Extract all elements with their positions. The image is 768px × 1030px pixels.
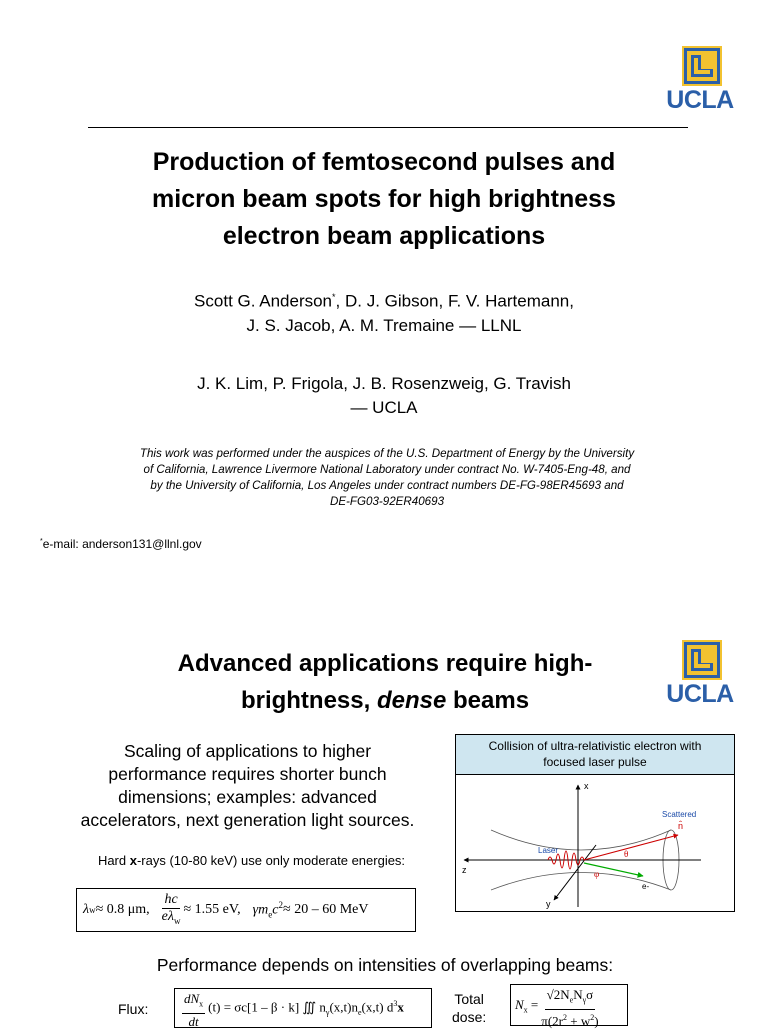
scaling-line: performance requires shorter bunch bbox=[108, 764, 387, 784]
authors-ucla bbox=[80, 372, 688, 420]
ack-line: by the University of California, Los Angeles under contract numbers DE-FG-98ER45693 and bbox=[150, 479, 624, 492]
slide2-title-line bbox=[100, 682, 670, 719]
ucla-logo-word: UCLA bbox=[666, 86, 734, 114]
theta-label: θ bbox=[624, 849, 629, 859]
title-divider bbox=[88, 127, 688, 128]
dose-fraction bbox=[541, 987, 598, 1029]
author-text: Scott G. Anderson bbox=[194, 291, 333, 311]
caption-line: Collision of ultra-relativistic electron with bbox=[488, 739, 702, 753]
eq-sup: 2 bbox=[563, 1012, 567, 1022]
author-footnote-mark: * bbox=[332, 292, 336, 302]
eq-fraction bbox=[162, 892, 181, 929]
dose-equation bbox=[510, 984, 628, 1026]
scaling-line: Scaling of applications to higher bbox=[123, 741, 372, 761]
eq-sub: w bbox=[173, 915, 181, 926]
flux-rhs bbox=[208, 991, 404, 1017]
authors-ucla-line: J. K. Lim, P. Frigola, J. B. Rosenzweig, G. Travish bbox=[197, 374, 571, 393]
hardx-text: -rays (10-80 keV) use only moderate energies: bbox=[136, 853, 406, 868]
eq-sub: e bbox=[268, 909, 273, 920]
electron-label: e- bbox=[642, 882, 650, 891]
eq-den-text: eλ bbox=[161, 908, 174, 924]
dose-denominator bbox=[541, 1010, 598, 1029]
eq-sup: 2 bbox=[278, 900, 284, 911]
dose-label-line: Total bbox=[454, 991, 484, 1007]
ucla-logo-word: UCLA bbox=[666, 680, 734, 708]
ucla-logo-mark-icon bbox=[682, 46, 722, 86]
scaling-line: accelerators, next generation light sources. bbox=[80, 810, 415, 830]
eq-text: (t) = σc[1 – β · k] ∭ n bbox=[208, 999, 326, 1015]
eq-text: √2N bbox=[546, 987, 570, 1002]
dose-numerator bbox=[545, 987, 596, 1010]
authors-llnl-line: J. S. Jacob, A. M. Tremaine — LLNL bbox=[246, 315, 522, 335]
eq-text: dN bbox=[184, 991, 200, 1006]
scaling-text bbox=[55, 740, 440, 832]
eq-sub: w bbox=[89, 905, 96, 915]
z-axis-label: z bbox=[462, 865, 467, 875]
eq-text: (x,t) d bbox=[361, 999, 394, 1015]
eq-lambda: λ bbox=[83, 902, 90, 917]
eq-sup: 3 bbox=[393, 999, 398, 1008]
eq-sup: 2 bbox=[590, 1012, 595, 1022]
eq-text: (x,t)n bbox=[329, 999, 358, 1015]
beam-envelope-top bbox=[491, 830, 671, 850]
slide1-title-line: Production of femtosecond pulses and bbox=[152, 148, 616, 176]
dose-lhs: $N_x$ = bbox=[515, 997, 539, 1015]
eq-text: N bbox=[573, 987, 583, 1002]
title-text: brightness, bbox=[240, 687, 377, 714]
performance-heading: Performance depends on intensities of overlapping beams: bbox=[156, 955, 614, 975]
eq-sub: e bbox=[569, 995, 574, 1005]
collision-diagram bbox=[456, 775, 734, 911]
eq-denominator bbox=[162, 909, 181, 929]
dose-label-line: dose: bbox=[452, 1009, 487, 1025]
eq-sub: γ bbox=[325, 1007, 330, 1017]
eq-sub: x bbox=[199, 999, 204, 1009]
total-dose-label bbox=[452, 990, 486, 1026]
title-emphasis: dense bbox=[376, 687, 447, 714]
collision-caption bbox=[456, 735, 734, 775]
n-hat-label: n̂ bbox=[678, 821, 684, 831]
ucla-logo-mark-icon bbox=[682, 640, 722, 680]
eq-text: ≈ 1.55 eV, bbox=[183, 902, 241, 917]
eq-gamma bbox=[253, 900, 283, 919]
email-text: e-mail: anderson131@llnl.gov bbox=[42, 537, 202, 551]
eq-text: ≈ 20 – 60 MeV bbox=[283, 902, 369, 917]
slide1-title-line: micron beam spots for high brightness bbox=[152, 185, 616, 213]
email-footnote-mark: * bbox=[40, 538, 43, 545]
flux-equation bbox=[174, 988, 432, 1028]
eq-text: π(2r bbox=[541, 1012, 563, 1028]
author-text: , D. J. Gibson, F. V. Hartemann, bbox=[335, 291, 574, 311]
authors-llnl bbox=[80, 285, 688, 338]
slide2-title-line: Advanced applications require high- bbox=[177, 650, 593, 677]
ack-line: of California, Lawrence Livermore National Laboratory under contract No. W-7405-Eng-48, and bbox=[143, 463, 631, 476]
acknowledgement bbox=[92, 446, 682, 510]
flux-denominator: dt bbox=[188, 1013, 199, 1029]
scaling-line: dimensions; examples: advanced bbox=[118, 787, 377, 807]
hardx-bold: x bbox=[129, 853, 137, 868]
slide2-title bbox=[100, 645, 670, 719]
energy-equation bbox=[76, 888, 416, 932]
eq-text: x bbox=[397, 999, 404, 1015]
slide1-title-line: electron beam applications bbox=[222, 222, 546, 250]
eq-text: c bbox=[272, 902, 279, 918]
authors-ucla-line: — UCLA bbox=[350, 398, 418, 417]
flux-label: Flux: bbox=[118, 1001, 149, 1017]
eq-text: γm bbox=[252, 902, 269, 918]
eq-sub: x bbox=[523, 1005, 528, 1015]
ack-line: DE-FG03-92ER40693 bbox=[329, 495, 445, 508]
collision-figure bbox=[455, 734, 735, 912]
hard-xray-note bbox=[64, 853, 439, 868]
phi-label: φ bbox=[594, 869, 600, 879]
flux-numerator bbox=[182, 991, 205, 1014]
ack-line: This work was performed under the auspices of the U.S. Department of Energy by the University bbox=[139, 447, 635, 460]
title-text: beams bbox=[446, 687, 530, 714]
slide1-title bbox=[60, 144, 708, 255]
contact-email bbox=[40, 537, 202, 551]
eq-text: N bbox=[515, 997, 524, 1012]
eq-text: ≈ 0.8 μm, bbox=[95, 902, 150, 917]
scattered-label: Scattered bbox=[662, 810, 697, 819]
laser-label: Laser bbox=[538, 846, 559, 855]
eq-sub: e bbox=[357, 1007, 362, 1017]
hardx-text: Hard bbox=[97, 853, 130, 868]
eq-text: + w bbox=[567, 1012, 591, 1028]
eq-text: ) bbox=[594, 1012, 599, 1028]
eq-text: σ bbox=[586, 987, 594, 1002]
authors-llnl-line bbox=[80, 285, 688, 314]
x-axis-label: x bbox=[584, 781, 589, 791]
y-axis-label: y bbox=[546, 899, 551, 909]
electron-vector bbox=[584, 863, 643, 876]
caption-line: focused laser pulse bbox=[543, 755, 647, 769]
eq-sub: γ bbox=[582, 995, 587, 1005]
eq-numerator: hc bbox=[164, 891, 178, 907]
